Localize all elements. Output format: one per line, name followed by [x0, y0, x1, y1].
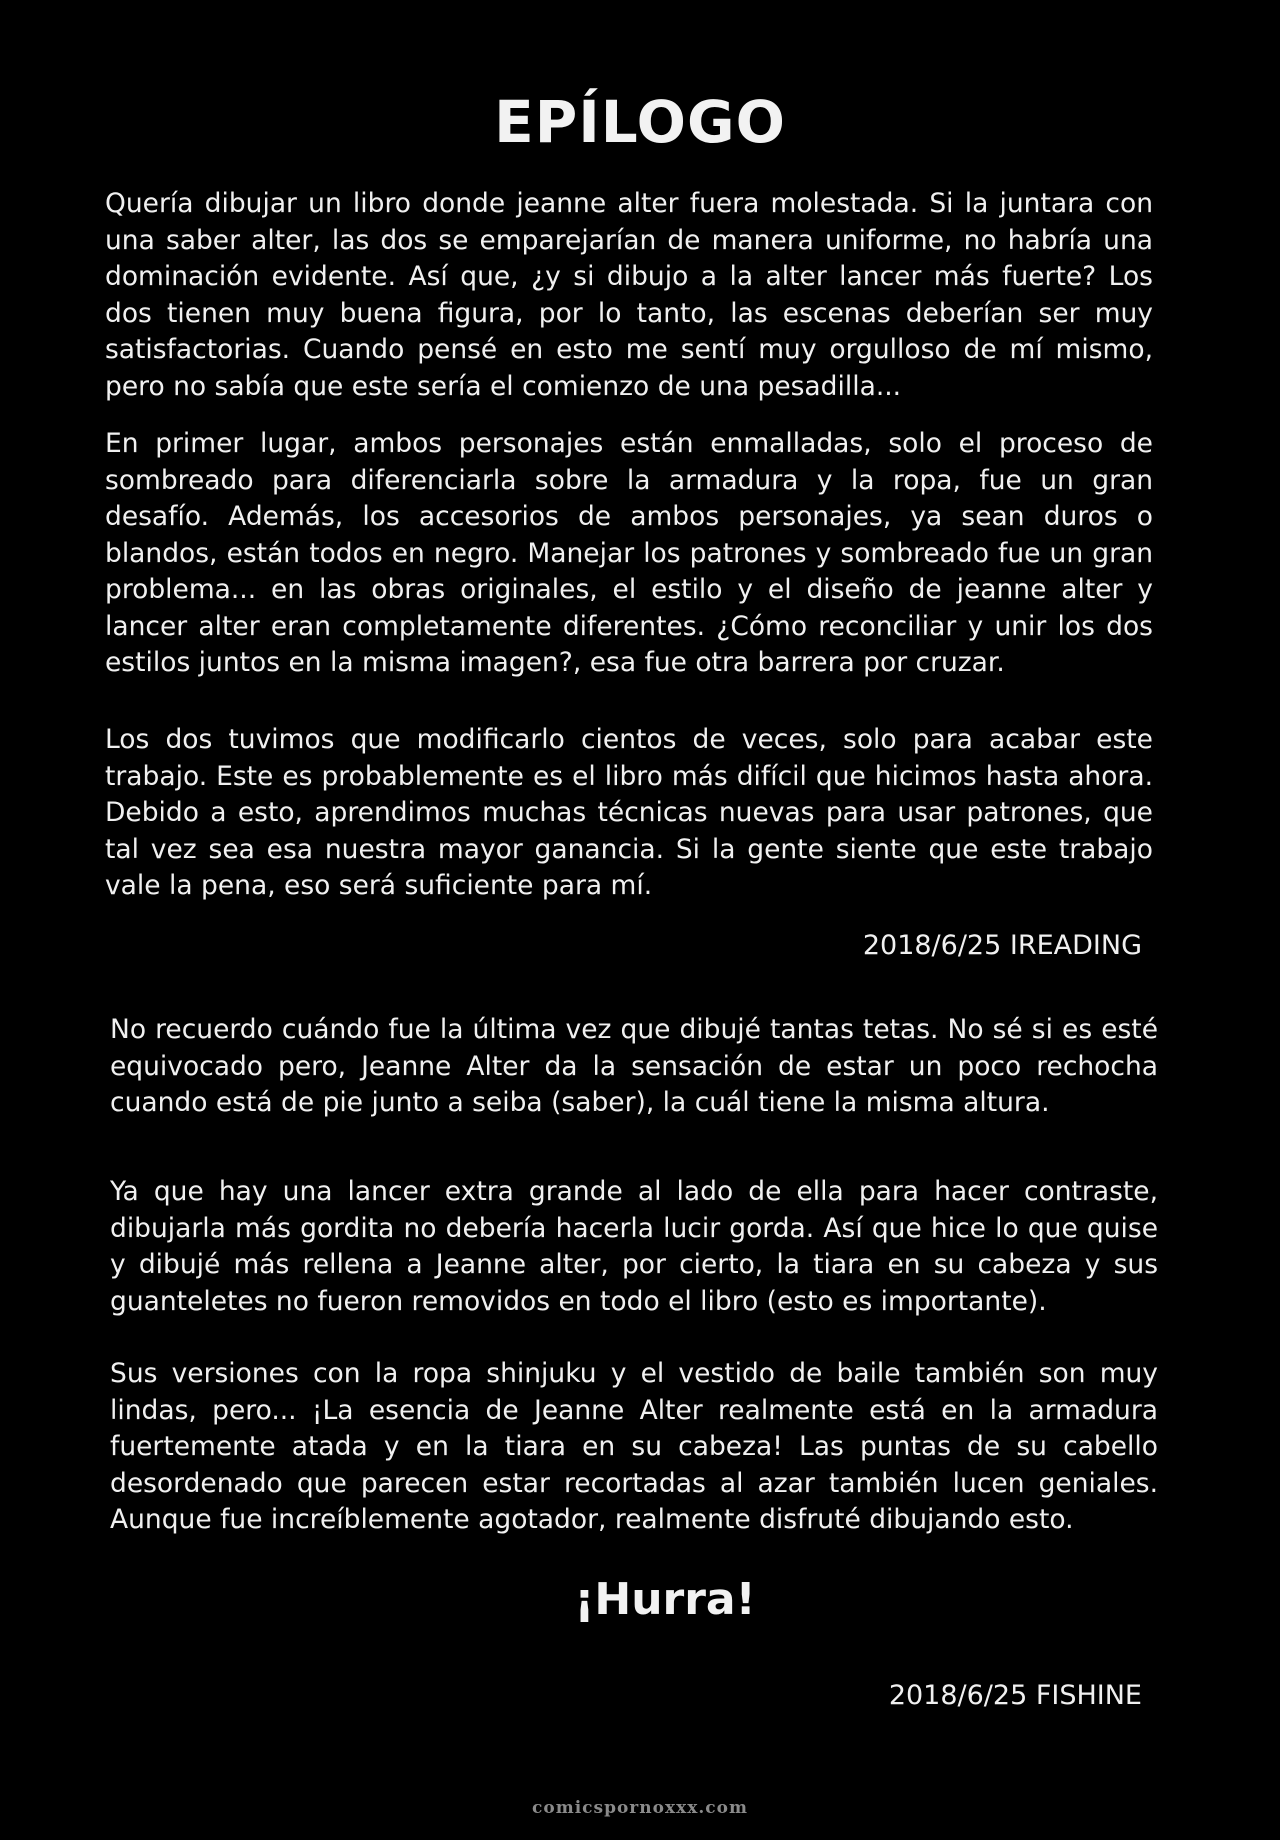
- signature-fishine: 2018/6/25 FISHINE: [888, 1680, 1142, 1711]
- paragraph-5: Ya que hay una lancer extra grande al lado de ella para hacer contraste, dibujarla más gordita no debería hacerla lucir gorda. Así que hice lo que quise y dibujé más rellena a Jeanne alter, por cierto, la tiara en su cabeza y sus guanteletes no fueron removidos en todo el libro (esto es importante).: [110, 1176, 1158, 1317]
- site-watermark: comicspornoxxx.com: [532, 1798, 748, 1818]
- paragraph-2: En primer lugar, ambos personajes están enmalladas, solo el proceso de sombreado para diferenciarla sobre la armadura y la ropa, fue un gran desafío. Además, los accesorios de ambos personajes, ya sean duros o blandos, están todos en negro. Manejar los patrones y sombreado fue un gran problema... en las obras originales, el estilo y el diseño de jeanne alter y lancer alter eran completamente diferentes. ¿Cómo reconciliar y unir los dos estilos juntos en la misma imagen?, esa fue otra barrera por cruzar.: [105, 428, 1153, 678]
- paragraph-6: Sus versiones con la ropa shinjuku y el vestido de baile también son muy lindas, pero... ¡La esencia de Jeanne Alter realmente está en la armadura fuertemente atada y en la tiara en su cabeza! Las puntas de su cabello desordenado que parecen estar recortadas al azar también lucen geniales. Aunque fue increíblemente agotador, realmente disfruté dibujando esto.: [110, 1358, 1158, 1535]
- page-title: EPÍLOGO: [494, 88, 786, 156]
- paragraph-3: Los dos tuvimos que modificarlo cientos de veces, solo para acabar este trabajo. Este es probablemente es el libro más difícil que hicimos hasta ahora. Debido a esto, aprendimos muchas técnicas nuevas para usar patrones, que tal vez sea esa nuestra mayor ganancia. Si la gente siente que este trabajo vale la pena, eso será suficiente para mí.: [105, 724, 1153, 901]
- paragraph-4: No recuerdo cuándo fue la última vez que dibujé tantas tetas. No sé si es esté equivocado pero, Jeanne Alter da la sensación de estar un poco rechocha cuando está de pie junto a seiba (saber), la cuál tiene la misma altura.: [110, 1014, 1158, 1118]
- paragraph-1: Quería dibujar un libro donde jeanne alter fuera molestada. Si la juntara con una saber alter, las dos se emparejarían de manera uniforme, no habría una dominación evidente. Así que, ¿y si dibujo a la alter lancer más fuerte? Los dos tienen muy buena figura, por lo tanto, las escenas deberían ser muy satisfactorias. Cuando pensé en esto me sentí muy orgulloso de mí mismo, pero no sabía que este sería el comienzo de una pesadilla...: [105, 188, 1153, 402]
- signature-ireading: 2018/6/25 IREADING: [862, 930, 1142, 961]
- exclamation-hurra: ¡Hurra!: [574, 1574, 756, 1625]
